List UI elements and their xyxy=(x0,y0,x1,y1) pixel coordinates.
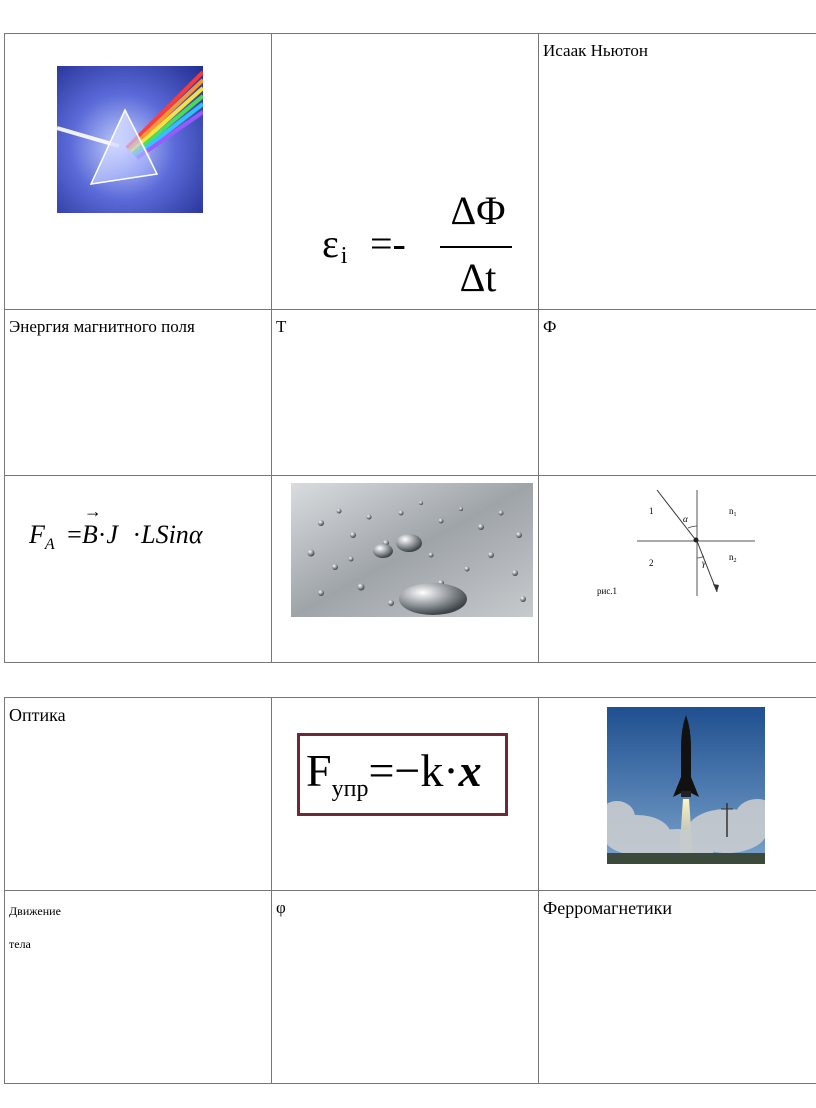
cell-hooke-formula xyxy=(272,698,539,891)
cell-refraction-diagram xyxy=(539,476,816,663)
refraction-caption: рис.1 xyxy=(597,586,618,596)
cell-emf-formula xyxy=(272,34,539,310)
incidence-point xyxy=(694,538,699,543)
hooke-x: x xyxy=(458,745,482,796)
rocket-image-icon xyxy=(607,707,765,864)
magnetic-energy-label: Энергия магнитного поля xyxy=(9,317,195,336)
ampere-vector-arrow: → xyxy=(83,501,102,521)
ampere-formula xyxy=(29,501,203,553)
emf-fraction-bar xyxy=(440,246,512,248)
phi-label: φ xyxy=(276,898,286,917)
cell-rocket-image xyxy=(539,698,816,891)
emf-subscript: i xyxy=(340,243,348,269)
optics-label: Оптика xyxy=(9,705,66,725)
hooke-dot: · xyxy=(443,745,459,796)
ampere-dot-2: · xyxy=(132,520,142,549)
ampere-dot-1: · xyxy=(97,520,107,549)
motion-label-line2: тела xyxy=(9,937,31,951)
ampere-sub: A xyxy=(44,536,55,553)
ampere-eq: = xyxy=(67,520,82,549)
ampere-b: B xyxy=(81,520,98,549)
cell-ferromagnets xyxy=(539,891,816,1084)
ampere-alpha: α xyxy=(188,520,203,549)
alpha-label: α xyxy=(683,514,688,524)
hooke-f: F xyxy=(306,745,332,796)
hooke-eq: =−k xyxy=(368,745,444,796)
medium-2-label: 2 xyxy=(649,558,654,568)
prism-image-icon xyxy=(57,66,203,213)
cell-magnetic-energy xyxy=(5,310,272,476)
emf-numerator: ΔΦ xyxy=(450,188,506,233)
cell-flux xyxy=(539,310,816,476)
emf-denominator: Δt xyxy=(459,255,497,300)
flux-label: Ф xyxy=(543,317,557,336)
refraction-diagram xyxy=(589,484,809,604)
gamma-label: γ xyxy=(702,558,706,568)
motion-label-line1: Движение xyxy=(9,904,61,918)
mercury-image-icon xyxy=(291,483,533,617)
cell-phi xyxy=(272,891,539,1084)
emf-equals: =- xyxy=(370,221,406,266)
cell-motion xyxy=(5,891,272,1084)
cell-mercury-image xyxy=(272,476,539,663)
n1-label: $n_1$ xyxy=(729,506,737,518)
cell-ampere-formula xyxy=(5,476,272,663)
n2-label: $n_2$ xyxy=(729,552,737,564)
cell-optics xyxy=(5,698,272,891)
cards-table-2 xyxy=(4,697,816,1084)
medium-1-label: 1 xyxy=(649,506,654,516)
emf-epsilon: ε xyxy=(322,221,339,266)
ampere-f: F xyxy=(29,520,45,549)
hooke-sub: упр xyxy=(331,776,369,802)
cell-newton xyxy=(539,34,816,310)
ampere-lsin: LSin xyxy=(141,520,189,549)
tesla-label: Т xyxy=(276,317,287,336)
cards-table-1 xyxy=(4,33,816,663)
cell-prism-image xyxy=(5,34,272,310)
incident-ray xyxy=(657,490,695,539)
ferromagnets-label: Ферромагнетики xyxy=(543,898,673,918)
hooke-formula-box xyxy=(297,733,508,816)
cell-tesla xyxy=(272,310,539,476)
ampere-j: J xyxy=(106,520,118,549)
alpha-arc xyxy=(688,526,697,528)
newton-label: Исаак Ньютон xyxy=(543,41,648,60)
